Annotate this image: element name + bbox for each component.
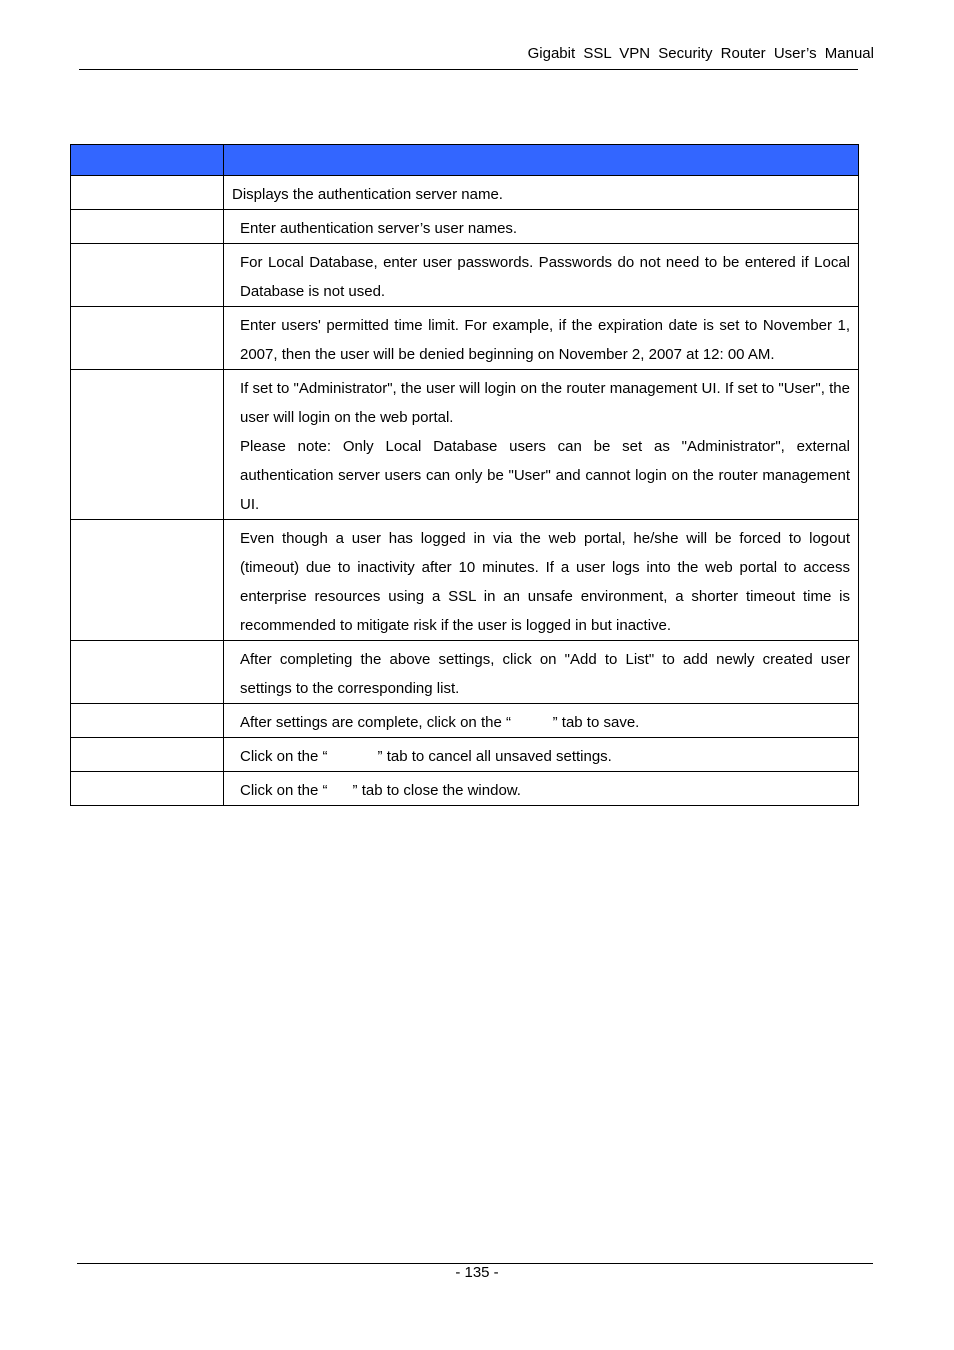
row-name-cell — [71, 704, 224, 738]
row-name-cell — [71, 772, 224, 806]
table-row — [71, 176, 859, 210]
description-text: Click on the “ ” tab to cancel all unsaved settings. — [240, 748, 612, 765]
row-description-cell — [224, 704, 859, 738]
row-description-cell — [224, 772, 859, 806]
description-text: Even though a user has logged in via the web portal, he/she will be forced to logout (timeout) due to inactivity after 10 minutes. If a user logs into the web portal to access enterprise resources using a SSL in an unsafe environment, a shorter timeout time is recommended to mitigate risk if the user is logged in but inactive. — [240, 530, 850, 634]
row-name-cell — [71, 176, 224, 210]
table-row — [71, 772, 859, 806]
row-description-cell — [224, 244, 859, 307]
page-number: - 135 - — [455, 1264, 499, 1281]
table-row — [71, 307, 859, 370]
table-row — [71, 738, 859, 772]
row-description-cell — [224, 210, 859, 244]
table-row — [71, 704, 859, 738]
row-name-cell — [71, 210, 224, 244]
header-cell-description — [224, 145, 859, 176]
row-name-cell — [71, 641, 224, 704]
row-description-cell — [224, 738, 859, 772]
row-description-cell — [224, 307, 859, 370]
description-text: If set to "Administrator", the user will login on the router management UI. If set to "User", the user will login on the web portal. — [240, 380, 850, 426]
header-divider — [79, 69, 858, 70]
row-name-cell — [71, 244, 224, 307]
parameter-table — [70, 144, 859, 806]
table-header-row — [71, 145, 859, 176]
table-row — [71, 370, 859, 520]
description-text: Enter users' permitted time limit. For example, if the expiration date is set to November 1, 2007, then the user will be denied beginning on November 2, 2007 at 12: 00 AM. — [240, 317, 850, 363]
table-row — [71, 210, 859, 244]
table-row — [71, 641, 859, 704]
manual-title: Gigabit SSL VPN Security Router User’s Manual — [527, 45, 874, 62]
row-description-cell — [224, 520, 859, 641]
row-name-cell — [71, 738, 224, 772]
description-text: For Local Database, enter user passwords. Passwords do not need to be entered if Local Database is not used. — [240, 254, 850, 300]
row-name-cell — [71, 307, 224, 370]
description-note: Please note: Only Local Database users can be set as "Administrator", external authentication server users can only be "User" and cannot login on the router management UI. — [240, 438, 850, 513]
row-description-cell — [224, 641, 859, 704]
description-text: After settings are complete, click on the “ ” tab to save. — [240, 714, 640, 731]
description-text: Enter authentication server’s user names. — [240, 220, 518, 237]
table-row — [71, 244, 859, 307]
description-text: After completing the above settings, click on "Add to List" to add newly created user settings to the corresponding list. — [240, 651, 850, 697]
header-cell-object — [71, 145, 224, 176]
description-text: Displays the authentication server name. — [232, 186, 503, 203]
description-text: Click on the “ ” tab to close the window. — [240, 782, 521, 799]
row-name-cell — [71, 520, 224, 641]
row-name-cell — [71, 370, 224, 520]
table-row — [71, 520, 859, 641]
row-description-cell — [224, 370, 859, 520]
row-description-cell — [224, 176, 859, 210]
